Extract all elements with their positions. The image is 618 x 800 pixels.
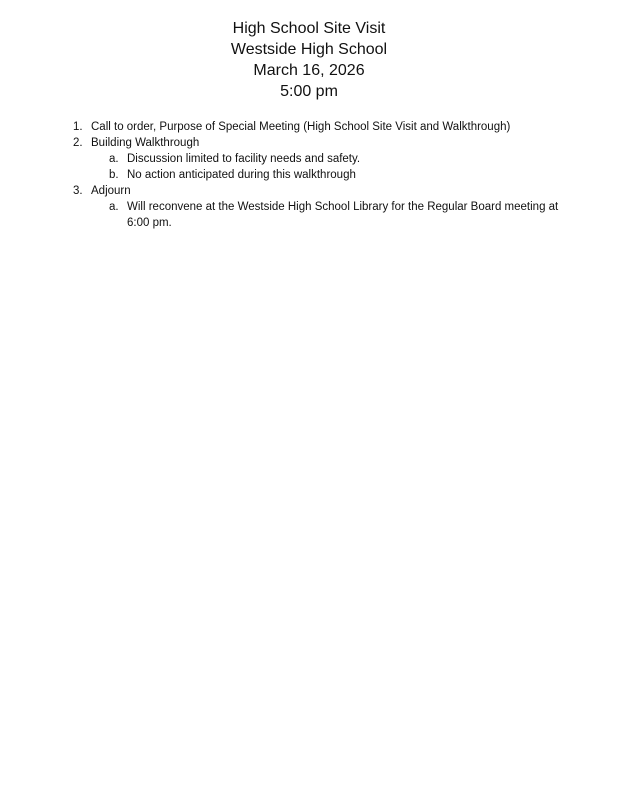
meeting-date: March 16, 2026 xyxy=(253,62,365,79)
item-text: Adjourn xyxy=(91,185,131,197)
subitem-text: Will reconvene at the Westside High School Library for the Regular Board meeting at xyxy=(127,201,559,213)
school-name: Westside High School xyxy=(230,41,388,58)
subitem-text: 6:00 pm. xyxy=(127,217,172,229)
item-text: Call to order, Purpose of Special Meeting (High School Site Visit and Walkthrough) xyxy=(91,121,511,133)
item-number: 1. xyxy=(73,121,83,133)
subitem-text: Discussion limited to facility needs and safety. xyxy=(127,153,361,165)
meeting-time: 5:00 pm xyxy=(280,83,338,100)
document-header xyxy=(0,18,618,102)
meeting-title: High School Site Visit xyxy=(232,20,386,37)
subitem-letter: b. xyxy=(109,169,119,181)
subitem-letter: a. xyxy=(109,153,119,165)
item-text: Building Walkthrough xyxy=(91,137,200,149)
item-number: 2. xyxy=(73,137,83,149)
subitem-letter: a. xyxy=(109,201,119,213)
item-number: 3. xyxy=(73,185,83,197)
subitem-text: No action anticipated during this walkthrough xyxy=(127,169,356,181)
